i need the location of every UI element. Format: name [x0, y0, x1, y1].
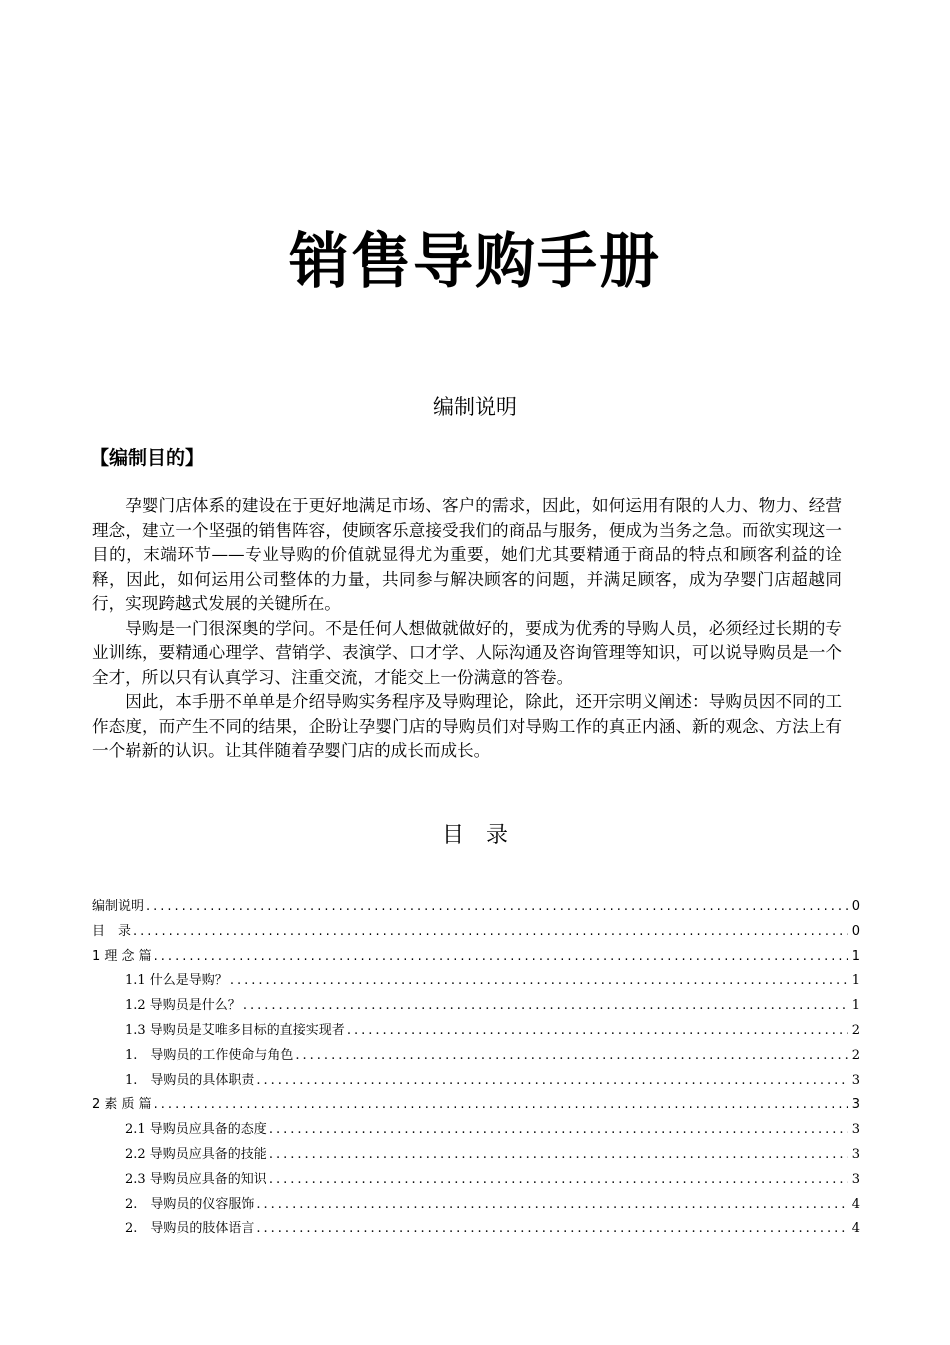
toc-entry-label: 编制说明 [92, 899, 145, 914]
toc-entry[interactable] [92, 1193, 860, 1218]
toc-entry-label: 2. 导购员的仪容服饰 [125, 1196, 255, 1212]
toc-entry-label: 1. 导购员的工作使命与角色 [125, 1047, 294, 1063]
document-title: 销售导购手册 [289, 227, 661, 297]
toc-entry-page: 3 [851, 1097, 860, 1113]
toc-leader [269, 1118, 848, 1143]
toc-entry[interactable] [92, 1019, 860, 1044]
toc-entry[interactable] [92, 945, 860, 970]
toc-entry[interactable] [92, 1168, 860, 1193]
purpose-heading: 【编制目的】 [90, 447, 205, 469]
toc-entry[interactable] [92, 895, 860, 920]
toc-leader [133, 920, 848, 945]
toc-entry-page: 2 [851, 1047, 860, 1063]
toc-leader [146, 895, 848, 920]
toc-entry-page: 3 [851, 1122, 860, 1138]
table-of-contents [92, 895, 860, 1242]
toc-entry-label: 2.3 导购员应具备的知识 [125, 1171, 267, 1187]
paragraph: 因此，本手册不单单是介绍导购实务程序及导购理论，除此，还开宗明义阐述：导购员因不同的工作态度，而产生不同的结果，企盼让孕婴门店的导购员们对导购工作的真正内涵、新的观念、方法上有一个崭新的认识。让其伴随着孕婴门店的成长而成长。 [92, 692, 842, 760]
paragraph: 导购是一门很深奥的学问。不是任何人想做就做好的，要成为优秀的导购人员，必须经过长期的专业训练，要精通心理学、营销学、表演学、口才学、人际沟通及咨询管理等知识，可以说导购员是一个全才，所以只有认真学习、注重交流，才能交上一份满意的答卷。 [92, 618, 842, 687]
toc-entry-page: 1 [851, 998, 860, 1014]
toc-entry-label: 1.3 导购员是艾唯多目标的直接实现者 [125, 1022, 345, 1038]
toc-entry-page: 1 [851, 948, 860, 964]
toc-leader [295, 1044, 847, 1069]
toc-entry[interactable] [92, 1044, 860, 1069]
toc-entry-page: 4 [851, 1196, 860, 1212]
toc-entry-label: 2. 导购员的肢体语言 [125, 1221, 255, 1237]
toc-entry-page: 0 [851, 923, 860, 939]
toc-leader [154, 1093, 848, 1118]
toc-entry[interactable] [92, 1093, 860, 1118]
toc-leader [256, 1217, 847, 1242]
toc-entry[interactable] [92, 1217, 860, 1242]
toc-leader [256, 1193, 847, 1218]
toc-entry-label: 1. 导购员的具体职责 [125, 1072, 255, 1088]
toc-entry-page: 1 [851, 973, 860, 989]
toc-entry-page: 2 [851, 1022, 860, 1038]
toc-entry-page: 0 [851, 899, 860, 914]
toc-leader [269, 1168, 848, 1193]
toc-entry[interactable] [92, 920, 860, 945]
toc-entry-page: 3 [851, 1146, 860, 1162]
toc-heading: 目 录 [441, 823, 508, 848]
toc-entry[interactable] [92, 994, 860, 1019]
toc-entry-label: 2 素 质 篇 [92, 1097, 152, 1113]
toc-entry-page: 3 [851, 1171, 860, 1187]
toc-entry-label: 2.1 导购员应具备的态度 [125, 1122, 267, 1138]
toc-leader [154, 945, 848, 970]
toc-leader [256, 1069, 847, 1094]
toc-entry-label: 1.2 导购员是什么？ [125, 998, 241, 1014]
compilation-heading: 编制说明 [433, 395, 517, 419]
toc-leader [230, 969, 848, 994]
toc-entry[interactable] [92, 1143, 860, 1168]
toc-entry[interactable] [92, 1118, 860, 1143]
toc-entry-label: 1.1 什么是导购？ [125, 973, 228, 989]
purpose-body [92, 494, 842, 764]
paragraph: 孕婴门店体系的建设在于更好地满足市场、客户的需求，因此，如何运用有限的人力、物力、经营理念，建立一个坚强的销售阵容，使顾客乐意接受我们的商品与服务，便成为当务之急。而欲实现这一目的，末端环节——专业导购的价值就显得尤为重要，她们尤其要精通于商品的特点和顾客利益的诠释，因此，如何运用公司整体的力量，共同参与解决顾客的问题，并满足顾客，成为孕婴门店超越同行，实现跨越式发展的关键所在。 [92, 496, 842, 613]
toc-leader [347, 1019, 848, 1044]
toc-entry-label: 2.2 导购员应具备的技能 [125, 1146, 267, 1162]
toc-entry-label: 目 录 [92, 923, 132, 939]
toc-leader [243, 994, 848, 1019]
toc-entry-label: 1 理 念 篇 [92, 948, 152, 964]
toc-entry[interactable] [92, 969, 860, 994]
toc-entry[interactable] [92, 1069, 860, 1094]
toc-leader [269, 1143, 848, 1168]
toc-entry-page: 3 [851, 1072, 860, 1088]
toc-entry-page: 4 [851, 1221, 860, 1237]
